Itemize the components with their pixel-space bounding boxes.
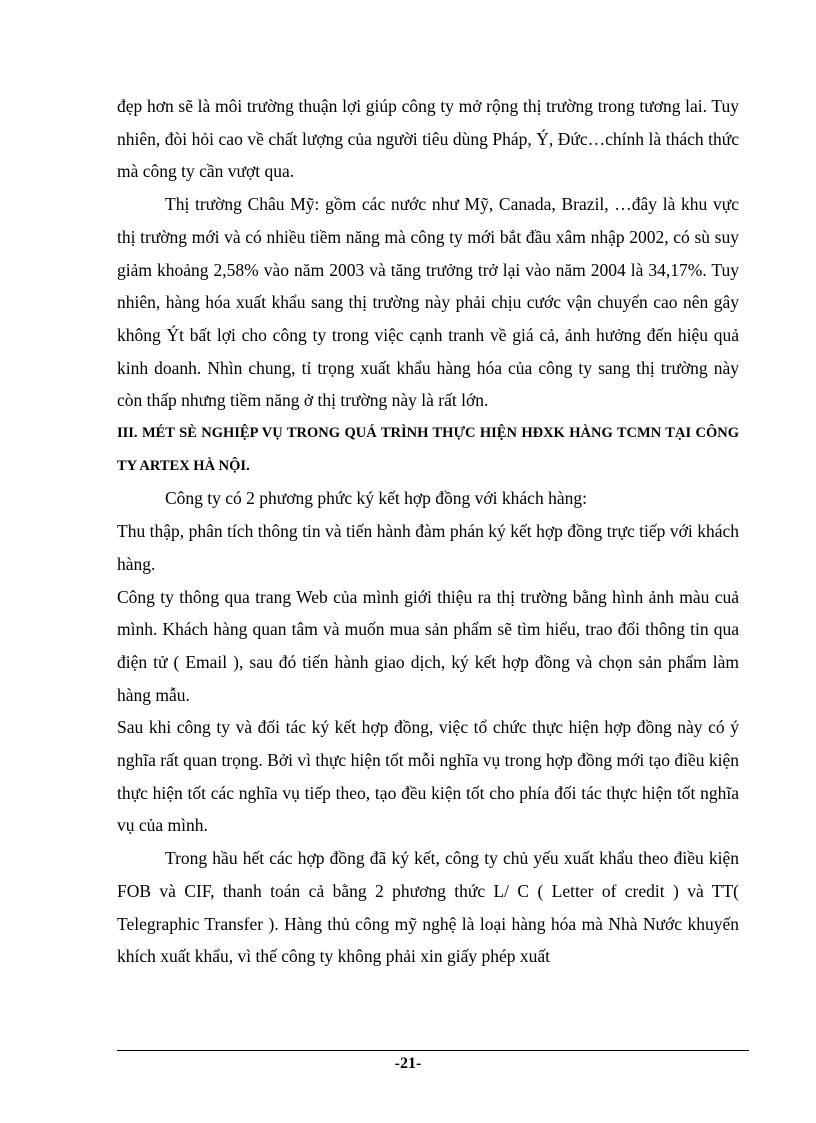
paragraph-america-market: Thị trường Châu Mỹ: gồm các nước như Mỹ, Canada, Brazil, …đây là khu vực thị trường mới và có nhiều tiềm năng mà công ty mới bắt đầu xâm nhập 2002, có sù suy giảm khoảng 2,58% vào năm 2003 và tăng trưởng trở lại vào năm 2004 là 34,17%. Tuy nhiên, hàng hóa xuất khẩu sang thị trường này phải chịu cước vận chuyển cao nên gây không Ýt bất lợi cho công ty trong việc cạnh tranh về giá cả, ảnh hưởng đến hiệu quả kinh doanh. Nhìn chung, tỉ trọng xuất khẩu hàng hóa của công ty sang thị trường này còn thấp nhưng tiềm năng ở thị trường này là rất lớn.	[117, 194, 739, 411]
paragraph-contract-execution: Sau khi công ty và đối tác ký kết hợp đồng, việc tổ chức thực hiện hợp đồng này có ý nghĩa rất quan trọng. Bởi vì thực hiện tốt mỗi nghĩa vụ trong hợp đồng mới tạo điều kiện thực hiện tốt các nghĩa vụ tiếp theo, tạo đều kiện tốt cho phía đối tác thực hiện tốt nghĩa vụ của mình.	[117, 717, 739, 836]
paragraph-fob-cif: Trong hầu hết các hợp đồng đã ký kết, công ty chủ yếu xuất khẩu theo điều kiện FOB và CIF, thanh toán cả bằng 2 phương thức L/ C ( Letter of credit ) và TT( Telegraphic Transfer ). Hàng thủ công mỹ nghệ là loại hàng hóa mà Nhà Nước khuyến khích xuất khẩu, vì thế công ty không phải xin giấy phép xuất	[117, 848, 739, 967]
paragraph-method-web: Công ty thông qua trang Web của mình giới thiệu ra thị trường bằng hình ảnh màu cuả mình. Khách hàng quan tâm và muốn mua sản phẩm sẽ tìm hiểu, trao đổi thông tin qua điện tử ( Email ), sau đó tiến hành giao dịch, ký kết hợp đồng và chọn sản phẩm làm hàng mẫu.	[117, 586, 739, 705]
footer-divider	[117, 1050, 749, 1051]
paragraph-europe-market-continued: đẹp hơn sẽ là môi trường thuận lợi giúp công ty mở rộng thị trường trong tương lai. Tuy nhiên, đòi hỏi cao về chất lượng của người tiêu dùng Pháp, Ý, Đức…chính là thách thức mà công ty cần vượt qua.	[117, 96, 739, 182]
document-body	[117, 90, 739, 973]
page-number: -21-	[394, 1055, 422, 1072]
paragraph-contract-methods-intro: Công ty có 2 phương phức ký kết hợp đồng với khách hàng:	[165, 488, 587, 509]
paragraph-method-direct: Thu thập, phân tích thông tin và tiến hành đàm phán ký kết hợp đồng trực tiếp với khách hàng.	[117, 521, 739, 574]
section-heading: III. MÉT SÈ NGHIỆP VỤ TRONG QUÁ TRÌNH THỰC HIỆN HĐXK HÀNG TCMN TẠI CÔNG TY ARTEX HÀ NỘI.	[117, 425, 739, 474]
